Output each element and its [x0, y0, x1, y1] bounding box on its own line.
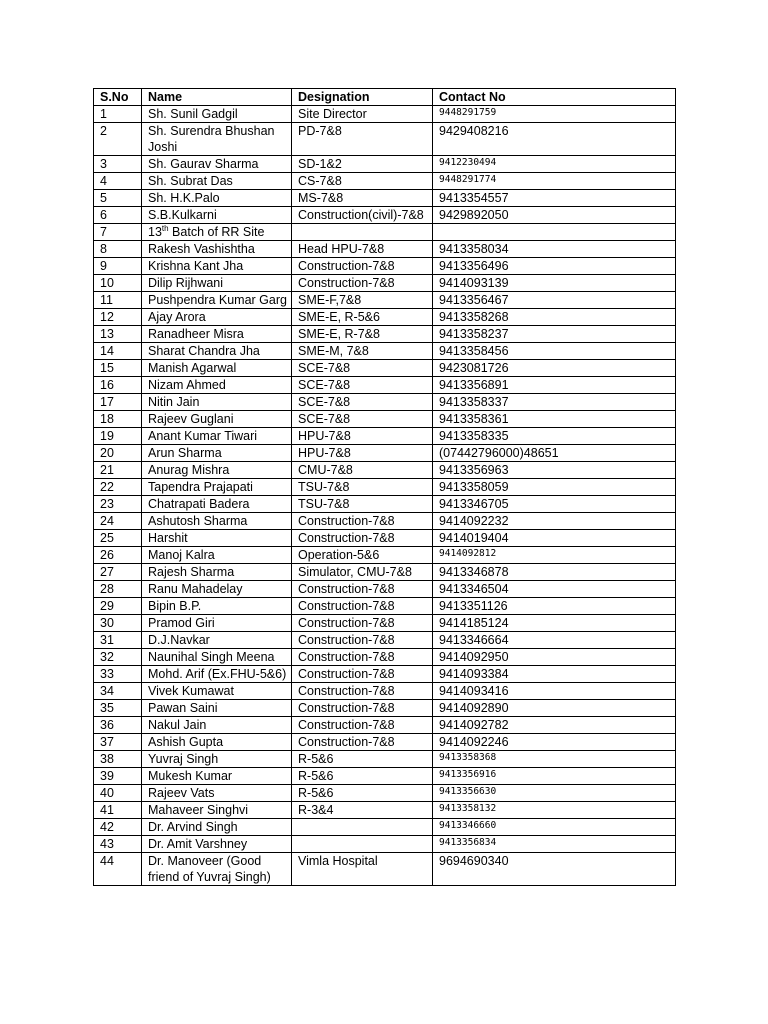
cell-sno: 34	[94, 683, 142, 700]
cell-sno: 29	[94, 598, 142, 615]
cell-contact: 9413346705	[433, 496, 676, 513]
header-name: Name	[142, 89, 292, 106]
cell-designation: Construction-7&8	[292, 513, 433, 530]
table-row	[94, 173, 676, 190]
cell-designation: CS-7&8	[292, 173, 433, 190]
cell-sno: 37	[94, 734, 142, 751]
cell-contact: 9414019404	[433, 530, 676, 547]
header-sno: S.No	[94, 89, 142, 106]
cell-designation: SME-E, R-7&8	[292, 326, 433, 343]
cell-contact: 9414092232	[433, 513, 676, 530]
cell-contact: 9414092812	[433, 547, 676, 564]
cell-designation: SME-M, 7&8	[292, 343, 433, 360]
cell-designation: Construction-7&8	[292, 615, 433, 632]
cell-designation: CMU-7&8	[292, 462, 433, 479]
table-row	[94, 632, 676, 649]
table-row	[94, 377, 676, 394]
table-row	[94, 853, 676, 886]
table-row	[94, 309, 676, 326]
cell-name: Chatrapati Badera	[142, 496, 292, 513]
cell-name: Nizam Ahmed	[142, 377, 292, 394]
table-row	[94, 496, 676, 513]
cell-contact: 9413358059	[433, 479, 676, 496]
cell-designation: Construction-7&8	[292, 734, 433, 751]
table-row	[94, 479, 676, 496]
cell-contact: 9429892050	[433, 207, 676, 224]
cell-contact: 9414093384	[433, 666, 676, 683]
cell-sno: 19	[94, 428, 142, 445]
cell-designation: R-5&6	[292, 768, 433, 785]
table-row	[94, 751, 676, 768]
cell-contact: 9448291759	[433, 106, 676, 123]
cell-name: Ranadheer Misra	[142, 326, 292, 343]
cell-sno: 3	[94, 156, 142, 173]
header-contact: Contact No	[433, 89, 676, 106]
cell-name: Pawan Saini	[142, 700, 292, 717]
cell-sno: 17	[94, 394, 142, 411]
cell-designation: Head HPU-7&8	[292, 241, 433, 258]
cell-designation: Site Director	[292, 106, 433, 123]
cell-name: Ashutosh Sharma	[142, 513, 292, 530]
cell-name: Yuvraj Singh	[142, 751, 292, 768]
cell-designation: HPU-7&8	[292, 428, 433, 445]
table-row	[94, 700, 676, 717]
cell-name: Ashish Gupta	[142, 734, 292, 751]
table-row	[94, 530, 676, 547]
cell-designation: Construction-7&8	[292, 598, 433, 615]
cell-designation: Vimla Hospital	[292, 853, 433, 886]
cell-sno: 32	[94, 649, 142, 666]
cell-designation: PD-7&8	[292, 123, 433, 156]
cell-sno: 5	[94, 190, 142, 207]
cell-name-rest: Batch of RR Site	[168, 225, 265, 239]
cell-contact: 9413356496	[433, 258, 676, 275]
cell-sno: 39	[94, 768, 142, 785]
table-row	[94, 598, 676, 615]
cell-sno: 26	[94, 547, 142, 564]
cell-designation: Construction-7&8	[292, 649, 433, 666]
cell-name: Pushpendra Kumar Garg	[142, 292, 292, 309]
table-row	[94, 649, 676, 666]
cell-sno: 8	[94, 241, 142, 258]
cell-name: Rakesh Vashishtha	[142, 241, 292, 258]
cell-designation: R-5&6	[292, 751, 433, 768]
cell-designation: Construction-7&8	[292, 683, 433, 700]
cell-designation: Construction-7&8	[292, 632, 433, 649]
cell-contact: 9413358268	[433, 309, 676, 326]
cell-sno: 22	[94, 479, 142, 496]
cell-sno: 16	[94, 377, 142, 394]
cell-contact: 9413354557	[433, 190, 676, 207]
cell-designation: Operation-5&6	[292, 547, 433, 564]
cell-contact: 9413358361	[433, 411, 676, 428]
table-row	[94, 224, 676, 241]
cell-designation: Construction-7&8	[292, 700, 433, 717]
cell-name: Manoj Kalra	[142, 547, 292, 564]
cell-contact: 9414092246	[433, 734, 676, 751]
cell-contact: 9413358456	[433, 343, 676, 360]
cell-designation: HPU-7&8	[292, 445, 433, 462]
cell-name: Rajeev Vats	[142, 785, 292, 802]
cell-contact: 9413356467	[433, 292, 676, 309]
cell-sno: 10	[94, 275, 142, 292]
cell-contact: (07442796000)48651	[433, 445, 676, 462]
cell-designation: Simulator, CMU-7&8	[292, 564, 433, 581]
cell-name: Nitin Jain	[142, 394, 292, 411]
cell-sno: 38	[94, 751, 142, 768]
table-row	[94, 360, 676, 377]
cell-sno: 23	[94, 496, 142, 513]
cell-contact: 9413358337	[433, 394, 676, 411]
cell-designation: MS-7&8	[292, 190, 433, 207]
cell-sno: 1	[94, 106, 142, 123]
cell-name: Sh. H.K.Palo	[142, 190, 292, 207]
cell-designation: Construction-7&8	[292, 717, 433, 734]
cell-name: Manish Agarwal	[142, 360, 292, 377]
cell-contact: 9413356630	[433, 785, 676, 802]
table-row	[94, 819, 676, 836]
cell-name: Harshit	[142, 530, 292, 547]
cell-sno: 14	[94, 343, 142, 360]
cell-sno: 9	[94, 258, 142, 275]
cell-designation: R-3&4	[292, 802, 433, 819]
cell-sno: 28	[94, 581, 142, 598]
table-row	[94, 428, 676, 445]
cell-name: Dr. Manoveer (Good friend of Yuvraj Singh)	[142, 853, 292, 886]
cell-sno: 21	[94, 462, 142, 479]
cell-sno: 35	[94, 700, 142, 717]
cell-designation: TSU-7&8	[292, 496, 433, 513]
cell-designation: SME-F,7&8	[292, 292, 433, 309]
cell-contact: 9414092782	[433, 717, 676, 734]
cell-designation: Construction-7&8	[292, 275, 433, 292]
cell-sno: 27	[94, 564, 142, 581]
cell-designation: SCE-7&8	[292, 360, 433, 377]
cell-designation: SME-E, R-5&6	[292, 309, 433, 326]
cell-sno: 30	[94, 615, 142, 632]
cell-sno: 25	[94, 530, 142, 547]
cell-name: Anant Kumar Tiwari	[142, 428, 292, 445]
table-row	[94, 292, 676, 309]
cell-name: Sh. Surendra Bhushan Joshi	[142, 123, 292, 156]
cell-name: Sh. Sunil Gadgil	[142, 106, 292, 123]
cell-contact	[433, 224, 676, 241]
table-row	[94, 156, 676, 173]
cell-contact: 9413358335	[433, 428, 676, 445]
table-row	[94, 326, 676, 343]
cell-designation: TSU-7&8	[292, 479, 433, 496]
cell-sno: 11	[94, 292, 142, 309]
cell-contact: 9413346664	[433, 632, 676, 649]
cell-contact: 9694690340	[433, 853, 676, 886]
cell-sno: 33	[94, 666, 142, 683]
contact-table	[93, 88, 676, 886]
cell-name: Rajeev Guglani	[142, 411, 292, 428]
cell-contact: 9413356963	[433, 462, 676, 479]
cell-designation: R-5&6	[292, 785, 433, 802]
cell-designation: Construction-7&8	[292, 258, 433, 275]
cell-designation: SCE-7&8	[292, 377, 433, 394]
cell-name: Sharat Chandra Jha	[142, 343, 292, 360]
cell-designation	[292, 819, 433, 836]
table-row	[94, 785, 676, 802]
cell-sno: 7	[94, 224, 142, 241]
table-row	[94, 768, 676, 785]
cell-name: Anurag Mishra	[142, 462, 292, 479]
cell-sno: 31	[94, 632, 142, 649]
table-row	[94, 734, 676, 751]
cell-name: Nakul Jain	[142, 717, 292, 734]
table-row	[94, 343, 676, 360]
table-header-row	[94, 89, 676, 106]
cell-contact: 9413358237	[433, 326, 676, 343]
cell-contact: 9413346660	[433, 819, 676, 836]
table-row	[94, 123, 676, 156]
cell-sno: 13	[94, 326, 142, 343]
table-row	[94, 394, 676, 411]
cell-contact: 9413351126	[433, 598, 676, 615]
table-row	[94, 462, 676, 479]
cell-designation: Construction(civil)-7&8	[292, 207, 433, 224]
cell-name: Krishna Kant Jha	[142, 258, 292, 275]
cell-designation: Construction-7&8	[292, 666, 433, 683]
cell-contact: 9429408216	[433, 123, 676, 156]
cell-name: Sh. Gaurav Sharma	[142, 156, 292, 173]
table-row	[94, 513, 676, 530]
header-designation: Designation	[292, 89, 433, 106]
table-row	[94, 106, 676, 123]
cell-sno: 4	[94, 173, 142, 190]
cell-contact: 9414092950	[433, 649, 676, 666]
cell-sno: 20	[94, 445, 142, 462]
cell-contact: 9413356916	[433, 768, 676, 785]
cell-name: Vivek Kumawat	[142, 683, 292, 700]
cell-name: Ajay Arora	[142, 309, 292, 326]
table-row	[94, 275, 676, 292]
cell-sno: 18	[94, 411, 142, 428]
cell-contact: 9414092890	[433, 700, 676, 717]
table-row	[94, 802, 676, 819]
table-row	[94, 207, 676, 224]
cell-contact: 9413358132	[433, 802, 676, 819]
cell-contact: 9413346878	[433, 564, 676, 581]
cell-designation: Construction-7&8	[292, 530, 433, 547]
cell-designation: SCE-7&8	[292, 411, 433, 428]
cell-contact: 9413358034	[433, 241, 676, 258]
cell-sno: 15	[94, 360, 142, 377]
cell-sno: 12	[94, 309, 142, 326]
table-row	[94, 258, 676, 275]
cell-name-number: 13	[148, 225, 162, 239]
table-row	[94, 666, 676, 683]
cell-contact: 9412230494	[433, 156, 676, 173]
cell-contact: 9423081726	[433, 360, 676, 377]
cell-name: Dilip Rijhwani	[142, 275, 292, 292]
cell-contact: 9413346504	[433, 581, 676, 598]
cell-name: Mukesh Kumar	[142, 768, 292, 785]
table-row	[94, 564, 676, 581]
cell-name: Bipin B.P.	[142, 598, 292, 615]
cell-name-superscript: th	[161, 223, 169, 233]
cell-name: S.B.Kulkarni	[142, 207, 292, 224]
cell-designation	[292, 836, 433, 853]
cell-name: Mohd. Arif (Ex.FHU-5&6)	[142, 666, 292, 683]
cell-contact: 9448291774	[433, 173, 676, 190]
cell-contact: 9414093139	[433, 275, 676, 292]
cell-designation	[292, 224, 433, 241]
table-row	[94, 190, 676, 207]
table-row	[94, 836, 676, 853]
table-row	[94, 411, 676, 428]
cell-contact: 9414093416	[433, 683, 676, 700]
cell-name: Sh. Subrat Das	[142, 173, 292, 190]
cell-sno: 43	[94, 836, 142, 853]
table-row	[94, 547, 676, 564]
cell-sno: 2	[94, 123, 142, 156]
cell-name: Tapendra Prajapati	[142, 479, 292, 496]
cell-sno: 42	[94, 819, 142, 836]
cell-sno: 44	[94, 853, 142, 886]
table-row	[94, 683, 676, 700]
cell-designation: SD-1&2	[292, 156, 433, 173]
cell-contact: 9413356834	[433, 836, 676, 853]
cell-name: D.J.Navkar	[142, 632, 292, 649]
cell-name: Rajesh Sharma	[142, 564, 292, 581]
cell-name: Ranu Mahadelay	[142, 581, 292, 598]
cell-name	[142, 224, 292, 241]
table-row	[94, 581, 676, 598]
table-row	[94, 241, 676, 258]
cell-sno: 40	[94, 785, 142, 802]
cell-sno: 41	[94, 802, 142, 819]
cell-designation: Construction-7&8	[292, 581, 433, 598]
cell-contact: 9414185124	[433, 615, 676, 632]
cell-sno: 6	[94, 207, 142, 224]
cell-contact: 9413358368	[433, 751, 676, 768]
cell-name: Pramod Giri	[142, 615, 292, 632]
table-row	[94, 615, 676, 632]
cell-name: Mahaveer Singhvi	[142, 802, 292, 819]
table-row	[94, 717, 676, 734]
cell-name: Naunihal Singh Meena	[142, 649, 292, 666]
cell-designation: SCE-7&8	[292, 394, 433, 411]
table-row	[94, 445, 676, 462]
cell-name: Dr. Amit Varshney	[142, 836, 292, 853]
cell-name: Dr. Arvind Singh	[142, 819, 292, 836]
cell-sno: 24	[94, 513, 142, 530]
cell-name: Arun Sharma	[142, 445, 292, 462]
cell-contact: 9413356891	[433, 377, 676, 394]
cell-sno: 36	[94, 717, 142, 734]
